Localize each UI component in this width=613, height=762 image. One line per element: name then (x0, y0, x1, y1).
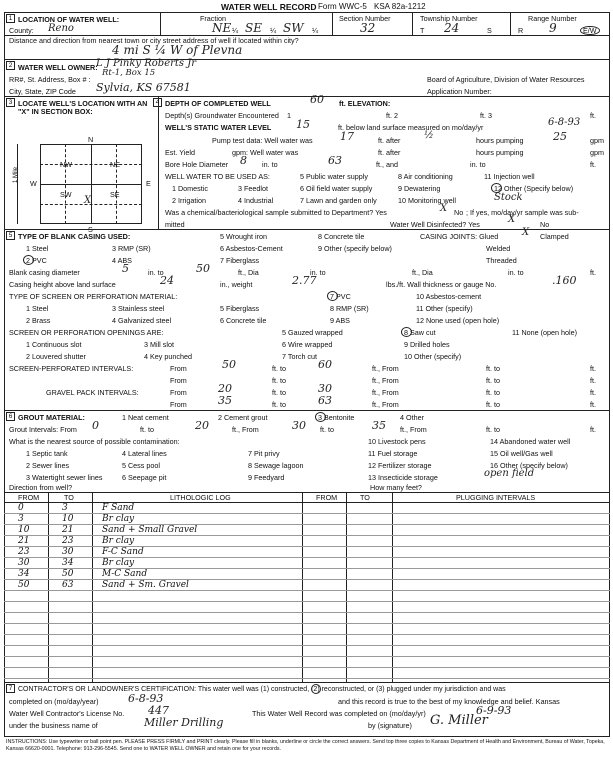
log-to[interactable]: 63 (62, 580, 74, 590)
diam-in-to: in. to (148, 268, 164, 277)
other-contam-value[interactable]: open field (484, 468, 535, 479)
log-to[interactable]: 34 (62, 558, 74, 568)
log-row-line (4, 557, 610, 558)
cert-line-4b: by (signature) (368, 721, 412, 730)
quarter-2: ¼ (270, 26, 276, 35)
log-row-line (4, 645, 610, 646)
log-to[interactable]: 23 (62, 536, 74, 546)
grout-ft-to-2: ft. to (320, 425, 334, 434)
screen-1[interactable]: 1 Steel (26, 304, 49, 313)
gravel-ft-2: ft. (590, 400, 596, 409)
gravel-ft-from-1: ft., From (372, 388, 399, 397)
clamped: Clamped (540, 232, 569, 241)
grout-2[interactable]: 2 Cement grout (218, 413, 268, 422)
grout-from-2[interactable]: 30 (292, 419, 306, 432)
quarter-1: ¼ (232, 26, 238, 35)
casing-6[interactable]: 6 Asbestos-Cement (220, 244, 283, 253)
range-ew: E/W (580, 26, 600, 35)
pump-after: ft. after (378, 136, 401, 145)
screen-11[interactable]: 11 Other (specify) (416, 304, 473, 313)
chem-tail: ; If yes, mo/day/yr sample was sub- (466, 208, 579, 217)
open-10[interactable]: 10 Other (specify) (404, 352, 462, 361)
open-8[interactable]: 8 Saw cut (404, 328, 436, 337)
grout-1[interactable]: 1 Neat cement (122, 413, 169, 422)
log-to[interactable]: 10 (62, 514, 74, 524)
casing-4[interactable]: 4 ABS (112, 256, 132, 265)
use-label: WELL WATER TO BE USED AS: (165, 172, 270, 181)
cert-line-3b: This Water Well Record was completed on (mo/day/yr) (252, 709, 426, 718)
bore-ft: ft. (590, 160, 596, 169)
perf-ft-1: ft. (590, 364, 596, 373)
perf-ft-from-2: ft., From (372, 376, 399, 385)
gw-1: 1 (287, 111, 291, 120)
screen-6[interactable]: 6 Concrete tile (220, 316, 267, 325)
screen-5[interactable]: 5 Fiberglass (220, 304, 260, 313)
pump-gpm[interactable]: 25 (553, 130, 567, 143)
log-row-line (4, 590, 610, 591)
use-9[interactable]: 9 Dewatering (398, 184, 441, 193)
section-6-number: 6 (6, 412, 15, 421)
gravel-label: GRAVEL PACK INTERVALS: (46, 388, 139, 397)
perf-from-1: From (170, 364, 187, 373)
log-header-lithologic: LITHOLOGIC LOG (170, 493, 231, 502)
screen-2[interactable]: 2 Brass (26, 316, 51, 325)
log-row-line (4, 546, 610, 547)
use-8[interactable]: 8 Air conditioning (398, 172, 453, 181)
contam-8[interactable]: 8 Sewage lagoon (248, 461, 304, 470)
completed-date[interactable]: 6-8-93 (128, 692, 164, 705)
gw-label: Depth(s) Groundwater Encountered (165, 111, 279, 120)
fraction-value-2[interactable]: SE (245, 21, 262, 35)
fraction-value-3[interactable]: SW (283, 21, 304, 35)
section-7-number: 7 (6, 684, 15, 693)
est-hours: hours pumping (476, 148, 524, 157)
distance-value[interactable]: 4 mi S ¼ W of Plevna (112, 43, 243, 57)
gw-ft: ft. (590, 111, 596, 120)
log-description[interactable]: Sand + Small Gravel (102, 525, 198, 535)
use-6[interactable]: 6 Oil field water supply (300, 184, 373, 193)
constructed-circle (311, 684, 321, 694)
log-description[interactable]: Sand + Sm. Gravel (102, 580, 189, 590)
contam-3[interactable]: 3 Watertight sewer lines (26, 473, 103, 482)
diam-ft-dia: ft., Dia (238, 268, 259, 277)
open-1[interactable]: 1 Continuous slot (26, 340, 82, 349)
use-7[interactable]: 7 Lawn and garden only (300, 196, 377, 205)
log-to[interactable]: 30 (62, 547, 74, 557)
application-label: Application Number: (427, 87, 492, 96)
contam-12[interactable]: 12 Fertilizer storage (368, 461, 432, 470)
log-from[interactable]: 0 (18, 503, 24, 513)
contam-13[interactable]: 13 Insecticide storage (368, 473, 438, 482)
grid-se: SE (110, 190, 120, 199)
height-label: Casing height above land surface (9, 280, 116, 289)
casing-2[interactable]: 2 PVC (26, 256, 47, 265)
diam-to-value[interactable]: 50 (196, 262, 210, 275)
owner-value[interactable]: L J Pinky Roberts Jr (96, 58, 197, 69)
cert-line-2a: completed on (mo/day/year) (9, 697, 99, 706)
diam-in-to-3: in. to (508, 268, 524, 277)
perf-to-value[interactable]: 60 (318, 358, 332, 371)
grout-4[interactable]: 4 Other (400, 413, 424, 422)
screen-10[interactable]: 10 Asbestos-cement (416, 292, 482, 301)
grid-s: S (88, 225, 93, 234)
section-3-number: 3 (6, 98, 15, 107)
grid-ne: NE (110, 160, 120, 169)
log-row-line (4, 612, 610, 613)
contam-11[interactable]: 11 Fuel storage (368, 449, 418, 458)
gravel-ft-to-2: ft. to (486, 400, 500, 409)
log-from[interactable]: 30 (18, 558, 30, 568)
gravel-to-1: ft. to (272, 388, 286, 397)
grout-3-circle (315, 412, 326, 422)
fraction-label: Fraction (200, 14, 226, 23)
log-header-from-2: FROM (316, 493, 338, 502)
perf-from-value[interactable]: 50 (222, 358, 236, 371)
bore-label: Bore Hole Diameter (165, 160, 229, 169)
grout-3[interactable]: 3 Bentonite (318, 413, 355, 422)
pump-hours: hours pumping (476, 136, 524, 145)
diam-ft-dia-2: ft., Dia (412, 268, 433, 277)
city-value[interactable]: Sylvia, KS 67581 (96, 81, 191, 94)
license-value[interactable]: 447 (148, 704, 169, 717)
grout-to-1[interactable]: 20 (195, 419, 209, 432)
open-9[interactable]: 9 Drilled holes (404, 340, 450, 349)
business-name[interactable]: Miller Drilling (144, 716, 224, 729)
range-label: Range Number (528, 14, 577, 23)
depth-value[interactable]: 60 (310, 93, 324, 106)
weight-value[interactable]: 2.77 (292, 274, 317, 287)
log-description[interactable]: M-C Sand (102, 569, 148, 579)
section-2-number: 2 (6, 61, 15, 70)
contam-9[interactable]: 9 Feedyard (248, 473, 285, 482)
screen-8[interactable]: 8 RMP (SR) (330, 304, 369, 313)
grout-ft-from: ft., From (232, 425, 259, 434)
open-2[interactable]: 2 Louvered shutter (26, 352, 86, 361)
log-to[interactable]: 50 (62, 569, 74, 579)
screen-7-circle (327, 291, 338, 301)
height-in-weight: in., weight (220, 280, 253, 289)
form-title: WATER WELL RECORD (221, 2, 317, 12)
s3-label: LOCATE WELL'S LOCATION WITH AN "X" IN SECTION BOX: (18, 99, 148, 116)
chem-no: No (454, 208, 464, 217)
gravel-from-value-1[interactable]: 20 (218, 382, 232, 395)
log-row-line (4, 535, 610, 536)
log-description[interactable]: Br clay (102, 558, 135, 568)
address-label: RR#, St. Address, Box # : (9, 75, 91, 84)
pump-label: Pump test data: Well water was (212, 136, 313, 145)
casing-1[interactable]: 1 Steel (26, 244, 49, 253)
mitted: mitted (165, 220, 185, 229)
static-label: WELL'S STATIC WATER LEVEL (165, 123, 272, 132)
threaded: Threaded (486, 256, 517, 265)
bore-in-to-2: in. to (470, 160, 486, 169)
record-date[interactable]: 6-9-93 (476, 704, 512, 717)
log-from[interactable]: 34 (18, 569, 30, 579)
fraction-value-1[interactable]: NE (212, 21, 232, 35)
log-header-from: FROM (18, 493, 40, 502)
township-label: Township Number (420, 14, 478, 23)
pump-hrs[interactable]: ½ (424, 130, 434, 141)
use-1[interactable]: 1 Domestic (172, 184, 208, 193)
grout-from-1[interactable]: 0 (92, 419, 99, 432)
direction-label: Direction from well? (9, 483, 73, 492)
section-value[interactable]: 32 (360, 21, 376, 35)
form-number: Form WWC-5 (318, 2, 367, 11)
pump-value[interactable]: 17 (340, 130, 354, 143)
gravel-ft-1: ft. (590, 388, 596, 397)
grid-nw: NW (60, 160, 72, 169)
casing-2-circle (23, 255, 34, 265)
perf-ft-to-2: ft. to (486, 376, 500, 385)
perf-ft-from-1: ft., From (372, 364, 399, 373)
bore-in-to: in. to (262, 160, 278, 169)
bore-value[interactable]: 8 (240, 154, 247, 167)
open-3[interactable]: 3 Mill slot (144, 340, 174, 349)
s2-label: WATER WELL OWNER: (18, 63, 98, 72)
grout-to-2[interactable]: 35 (372, 419, 386, 432)
contam-15[interactable]: 15 Oil well/Gas well (490, 449, 553, 458)
ft-elevation: ft. ELEVATION: (339, 99, 391, 108)
log-header-to: TO (64, 493, 74, 502)
section-5-number: 5 (6, 231, 15, 240)
howmany-label: How many feet? (370, 483, 422, 492)
diam-label: Blank casing diameter (9, 268, 80, 277)
height-value[interactable]: 24 (160, 274, 174, 287)
log-to[interactable]: 3 (62, 503, 68, 513)
grout-intervals-label: Grout Intervals: From (9, 425, 77, 434)
use-4[interactable]: 4 Industrial (238, 196, 274, 205)
contam-14[interactable]: 14 Abandoned water well (490, 437, 571, 446)
log-from[interactable]: 3 (18, 514, 24, 524)
cert-line-3a: Water Well Contractor's License No. (9, 709, 125, 718)
cert-line-1: CONTRACTOR'S OR LANDOWNER'S CERTIFICATION: This water well was (1) constructed, (2) reconstructed, or (3) plugged under my jurisdiction and was (18, 686, 506, 693)
disinfected-label: Water Well Disinfected? Yes (390, 220, 480, 229)
s1-label: LOCATION OF WATER WELL: (18, 15, 120, 24)
glued-x[interactable]: X (522, 227, 530, 238)
log-from[interactable]: 21 (18, 536, 30, 546)
open-4[interactable]: 4 Key punched (144, 352, 192, 361)
perf-to-1: ft. to (272, 364, 286, 373)
log-description[interactable]: Br clay (102, 514, 135, 524)
contam-5[interactable]: 5 Cess pool (122, 461, 160, 470)
diam-ft-end: ft. (590, 268, 596, 277)
use-12[interactable]: 12 Other (Specify below) (494, 184, 574, 193)
use-5[interactable]: 5 Public water supply (300, 172, 368, 181)
log-description[interactable]: F-C Sand (102, 547, 144, 557)
log-row-line (4, 667, 610, 668)
screen-12[interactable]: 12 None used (open hole) (416, 316, 500, 325)
log-row-line (4, 568, 610, 569)
weight-tail: lbs./ft. Wall thickness or gauge No. (386, 280, 497, 289)
perf-ft-to-1: ft. to (486, 364, 500, 373)
log-from[interactable]: 10 (18, 525, 30, 535)
disinfected-no: No (540, 220, 550, 229)
cert-line-2b: and this record is true to the best of my knowledge and belief. Kansas (338, 697, 560, 706)
screen-9[interactable]: 9 ABS (330, 316, 350, 325)
screen-3[interactable]: 3 Stainless steel (112, 304, 165, 313)
perf-ft-2: ft. (590, 376, 596, 385)
log-header-plugging: PLUGGING INTERVALS (456, 493, 536, 502)
screen-label: TYPE OF SCREEN OR PERFORATION MATERIAL: (9, 292, 178, 301)
screen-4[interactable]: 4 Galvanized steel (112, 316, 172, 325)
address-value[interactable]: Rt-1, Box 15 (102, 68, 156, 78)
township-s: S (487, 26, 492, 35)
casing-3[interactable]: 3 RMP (SR) (112, 244, 151, 253)
perf-to-2: ft. to (272, 376, 286, 385)
casing-5[interactable]: 5 Wrought iron (220, 232, 268, 241)
open-11[interactable]: 11 None (open hole) (512, 328, 577, 337)
open-7[interactable]: 7 Torch cut (282, 352, 318, 361)
gravel-from-value-2[interactable]: 35 (218, 394, 232, 407)
gravel-to-value-1[interactable]: 30 (318, 382, 332, 395)
contam-16[interactable]: 16 Other (specify below) (490, 461, 568, 470)
grout-ft-to: ft. to (140, 425, 154, 434)
well-location-x[interactable]: X (84, 195, 92, 206)
contam-2[interactable]: 2 Sewer lines (26, 461, 70, 470)
gauge-value[interactable]: .160 (552, 274, 577, 287)
signature[interactable]: G. Miller (430, 713, 488, 728)
log-to[interactable]: 21 (62, 525, 74, 535)
contam-label: What is the nearest source of possible contamination: (9, 437, 180, 446)
contam-6[interactable]: 6 Seepage pit (122, 473, 167, 482)
contam-1[interactable]: 1 Septic tank (26, 449, 68, 458)
log-row-line (4, 678, 610, 679)
ksa-number: KSA 82a-1212 (374, 2, 426, 11)
gravel-to-value-2[interactable]: 63 (318, 394, 332, 407)
open-5[interactable]: 5 Gauzed wrapped (282, 328, 343, 337)
static-value[interactable]: 15 (296, 118, 310, 131)
contam-4[interactable]: 4 Lateral lines (122, 449, 167, 458)
contam-7[interactable]: 7 Pit privy (248, 449, 280, 458)
s6-label: GROUT MATERIAL: (18, 413, 85, 422)
open-6[interactable]: 6 Wire wrapped (282, 340, 333, 349)
range-r: R (518, 26, 524, 35)
log-from[interactable]: 23 (18, 547, 30, 557)
county-label: County: (9, 26, 34, 35)
gw-2: ft. 2 (386, 111, 398, 120)
distance-label: Distance and direction from nearest town or city street address of well if located within city? (9, 36, 299, 45)
grout-ft: ft. (590, 425, 596, 434)
bore-ft-and: ft., and (376, 160, 398, 169)
instructions: INSTRUCTIONS: Use typewriter or ball point pen. PLEASE PRESS FIRMLY and PRINT clearly. Please fill in blanks, underline or circle the correct answers. Send top three copies to Kansas Department of Health and Environment, Bureau of Water, Topeka, Kansas 66620-0001. Telephone: 913-296-5545. Send one to WATER WELL OWNER and retain one for your records. (6, 739, 605, 752)
use-11[interactable]: 11 Injection well (484, 172, 535, 181)
est-gpm: gpm: Well water was (232, 148, 299, 157)
section-4-number: 4 (153, 98, 162, 107)
chem-label: Was a chemical/bacteriological sample submitted to Department? Yes (165, 208, 387, 217)
chem-x[interactable]: X (440, 203, 448, 214)
grid-sw: SW (60, 190, 72, 199)
quarter-3: ¼ (312, 26, 318, 35)
log-description[interactable]: Br clay (102, 536, 135, 546)
use-10[interactable]: 10 Monitoring well (398, 196, 456, 205)
use-2[interactable]: 2 Irrigation (172, 196, 206, 205)
diam-in-to-2: in. to (310, 268, 326, 277)
gravel-ft-to-1: ft. to (486, 388, 500, 397)
log-from[interactable]: 50 (18, 580, 30, 590)
s5-label: TYPE OF BLANK CASING USED: (18, 232, 131, 241)
board-text: Board of Agriculture, Division of Water Resources (427, 75, 585, 84)
est-label: Est. Yield (165, 148, 195, 157)
log-row-line (4, 524, 610, 525)
cert-line-4a: under the business name of (9, 721, 98, 730)
gravel-to-2: ft. to (272, 400, 286, 409)
log-row-line (4, 579, 610, 580)
static-tail: ft. below land surface measured on mo/day/yr (338, 123, 484, 132)
grid-n: N (88, 135, 94, 144)
casing-8[interactable]: 8 Concrete tile (318, 232, 365, 241)
county-value[interactable]: Reno (48, 23, 74, 34)
est-gpm2: gpm (590, 148, 604, 157)
gravel-ft-from-2: ft., From (372, 400, 399, 409)
log-row-line (4, 656, 610, 657)
range-value[interactable]: 9 (549, 21, 557, 35)
grid-e: E (146, 179, 151, 188)
township-value[interactable]: 24 (444, 21, 460, 35)
section-number-label: Section Number (339, 14, 391, 23)
mile-label: 1 Mile (13, 166, 20, 184)
disinfected-x[interactable]: X (508, 214, 516, 225)
est-after: ft. after (378, 148, 401, 157)
screen-7[interactable]: 7 PVC (330, 292, 351, 301)
open-8-circle (401, 327, 412, 337)
other-use-value[interactable]: Stock (494, 192, 523, 203)
diam-value[interactable]: 5 (122, 262, 129, 275)
joints-label: CASING JOINTS: Glued (420, 232, 499, 241)
gravel-from-2: From (170, 400, 187, 409)
pump-gpm-unit: gpm (590, 136, 604, 145)
gw-3: ft. 3 (480, 111, 492, 120)
perf-from-2: From (170, 376, 187, 385)
grout-ft-to-3: ft. to (486, 425, 500, 434)
grid-w: W (30, 179, 37, 188)
gravel-from-1: From (170, 388, 187, 397)
log-row-line (4, 513, 610, 514)
bore-to[interactable]: 63 (328, 154, 342, 167)
log-header-to-2: TO (360, 493, 370, 502)
grout-ft-from-2: ft., From (400, 425, 427, 434)
log-row-line (4, 634, 610, 635)
log-row-line (4, 601, 610, 602)
static-date[interactable]: 6-8-93 (548, 117, 581, 128)
city-label: City, State, ZIP Code (9, 87, 76, 96)
perf-label: SCREEN-PERFORATED INTERVALS: (9, 364, 134, 373)
section-1-number: 1 (6, 14, 15, 23)
depth-label: DEPTH OF COMPLETED WELL (165, 99, 271, 108)
openings-label: SCREEN OR PERFORATION OPENINGS ARE: (9, 328, 164, 337)
township-t: T (420, 26, 425, 35)
casing-7[interactable]: 7 Fiberglass (220, 256, 260, 265)
casing-9[interactable]: 9 Other (specify below) (318, 244, 392, 253)
welded: Welded (486, 244, 511, 253)
log-description[interactable]: F Sand (102, 503, 135, 513)
log-row-line (4, 623, 610, 624)
use-3[interactable]: 3 Feedlot (238, 184, 268, 193)
contam-10[interactable]: 10 Livestock pens (368, 437, 426, 446)
